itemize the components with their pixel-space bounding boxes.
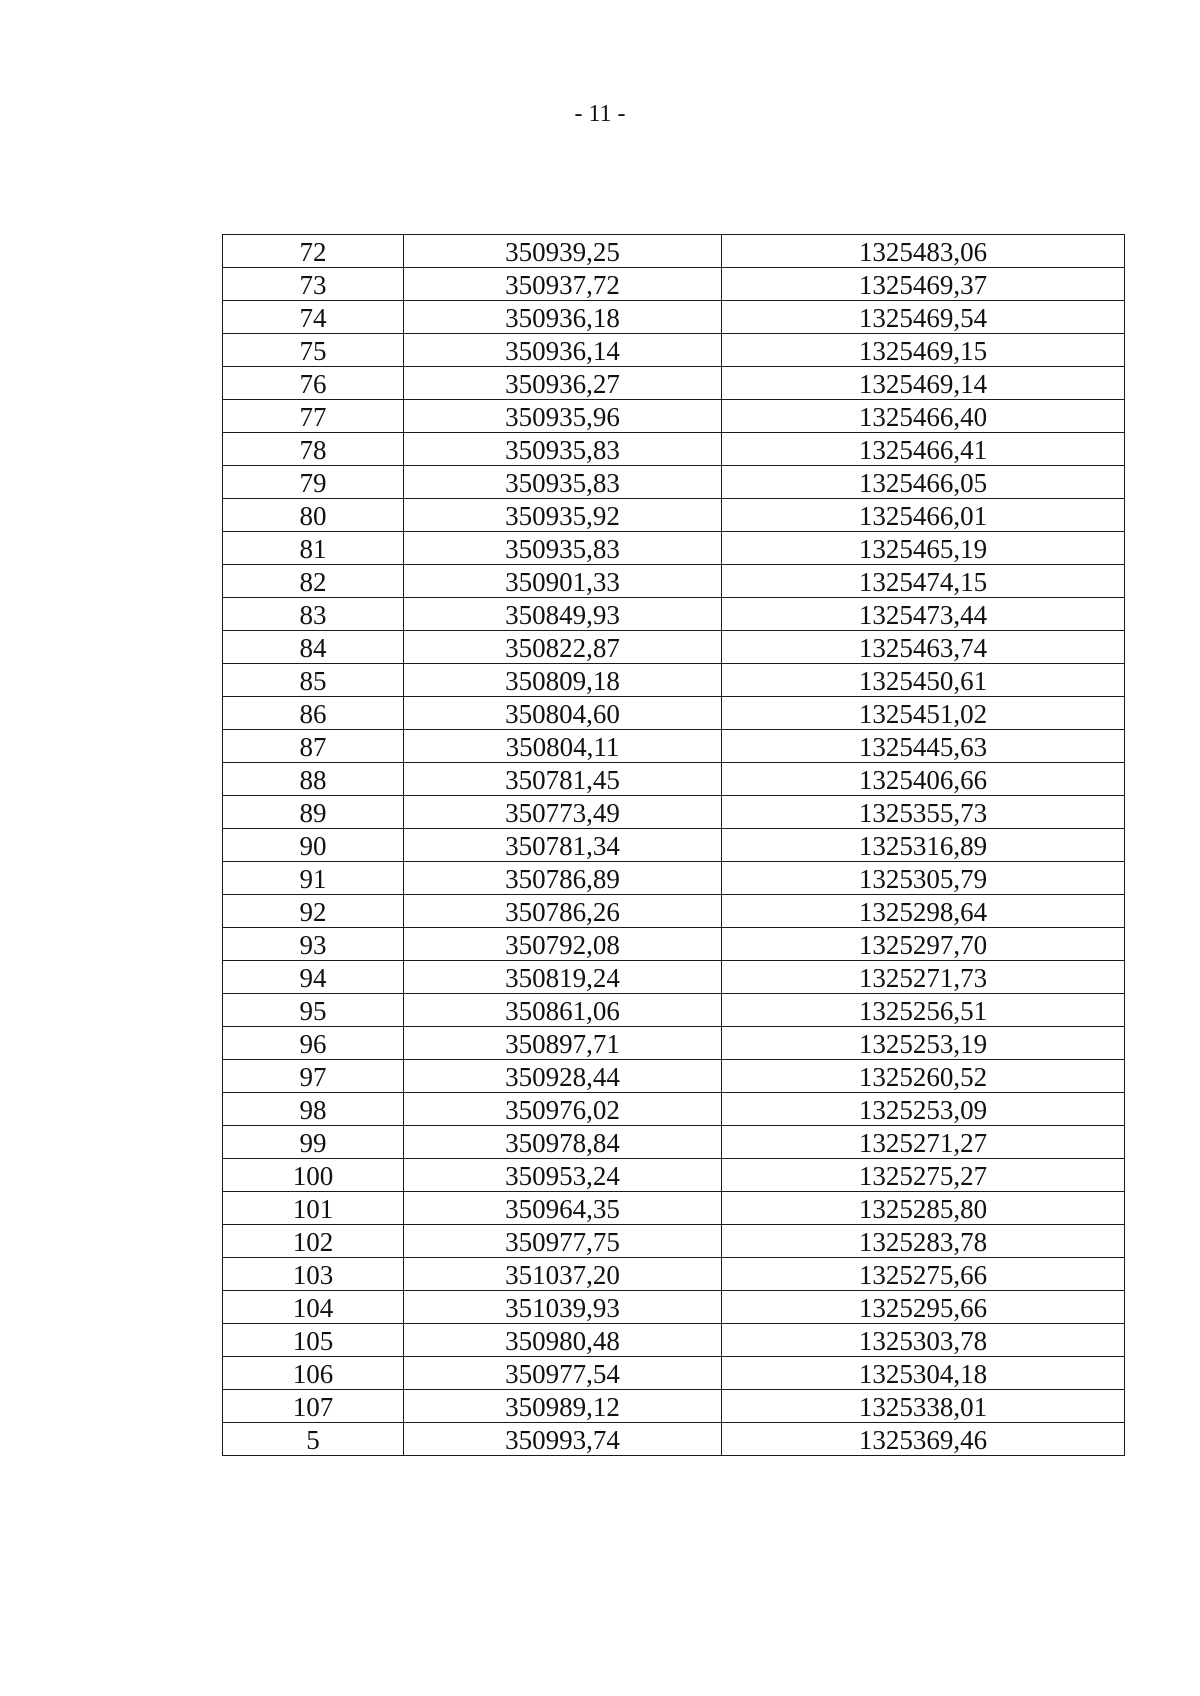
table-row: [223, 301, 1125, 334]
y-coordinate-cell: 1325469,15: [722, 334, 1125, 367]
x-coordinate-cell: 350936,27: [404, 367, 722, 400]
table-row: [223, 499, 1125, 532]
table-row: [223, 1126, 1125, 1159]
x-coordinate-cell: 350861,06: [404, 994, 722, 1027]
table-row: [223, 1060, 1125, 1093]
y-coordinate-cell: 1325483,06: [722, 235, 1125, 268]
y-coordinate-cell: 1325406,66: [722, 763, 1125, 796]
y-coordinate-cell: 1325271,27: [722, 1126, 1125, 1159]
y-coordinate-cell: 1325297,70: [722, 928, 1125, 961]
point-number-cell: 97: [223, 1060, 404, 1093]
x-coordinate-cell: 350935,83: [404, 466, 722, 499]
point-number-cell: 82: [223, 565, 404, 598]
y-coordinate-cell: 1325469,54: [722, 301, 1125, 334]
table-row: [223, 664, 1125, 697]
y-coordinate-cell: 1325271,73: [722, 961, 1125, 994]
point-number-cell: 77: [223, 400, 404, 433]
table-row: [223, 433, 1125, 466]
x-coordinate-cell: 350993,74: [404, 1423, 722, 1456]
point-number-cell: 72: [223, 235, 404, 268]
table-row: [223, 796, 1125, 829]
table-row: [223, 994, 1125, 1027]
x-coordinate-cell: 350980,48: [404, 1324, 722, 1357]
point-number-cell: 5: [223, 1423, 404, 1456]
x-coordinate-cell: 350953,24: [404, 1159, 722, 1192]
table-row: [223, 268, 1125, 301]
point-number-cell: 88: [223, 763, 404, 796]
y-coordinate-cell: 1325445,63: [722, 730, 1125, 763]
y-coordinate-cell: 1325466,01: [722, 499, 1125, 532]
x-coordinate-cell: 350849,93: [404, 598, 722, 631]
point-number-cell: 93: [223, 928, 404, 961]
point-number-cell: 85: [223, 664, 404, 697]
x-coordinate-cell: 350976,02: [404, 1093, 722, 1126]
y-coordinate-cell: 1325451,02: [722, 697, 1125, 730]
point-number-cell: 78: [223, 433, 404, 466]
x-coordinate-cell: 350978,84: [404, 1126, 722, 1159]
table-row: [223, 1291, 1125, 1324]
table-row: [223, 235, 1125, 268]
table-row: [223, 532, 1125, 565]
point-number-cell: 90: [223, 829, 404, 862]
point-number-cell: 89: [223, 796, 404, 829]
point-number-cell: 81: [223, 532, 404, 565]
table-row: [223, 730, 1125, 763]
y-coordinate-cell: 1325316,89: [722, 829, 1125, 862]
point-number-cell: 92: [223, 895, 404, 928]
point-number-cell: 87: [223, 730, 404, 763]
y-coordinate-cell: 1325275,66: [722, 1258, 1125, 1291]
x-coordinate-cell: 350786,26: [404, 895, 722, 928]
y-coordinate-cell: 1325463,74: [722, 631, 1125, 664]
y-coordinate-cell: 1325260,52: [722, 1060, 1125, 1093]
x-coordinate-cell: 350819,24: [404, 961, 722, 994]
y-coordinate-cell: 1325465,19: [722, 532, 1125, 565]
page-number: - 11 -: [574, 101, 626, 127]
point-number-cell: 91: [223, 862, 404, 895]
y-coordinate-cell: 1325338,01: [722, 1390, 1125, 1423]
table-row: [223, 1390, 1125, 1423]
x-coordinate-cell: 350928,44: [404, 1060, 722, 1093]
x-coordinate-cell: 350781,45: [404, 763, 722, 796]
y-coordinate-cell: 1325466,05: [722, 466, 1125, 499]
x-coordinate-cell: 350936,14: [404, 334, 722, 367]
point-number-cell: 106: [223, 1357, 404, 1390]
table-row: [223, 400, 1125, 433]
x-coordinate-cell: 351039,93: [404, 1291, 722, 1324]
y-coordinate-cell: 1325283,78: [722, 1225, 1125, 1258]
y-coordinate-cell: 1325473,44: [722, 598, 1125, 631]
point-number-cell: 86: [223, 697, 404, 730]
x-coordinate-cell: 350781,34: [404, 829, 722, 862]
x-coordinate-cell: 350804,60: [404, 697, 722, 730]
table-row: [223, 1192, 1125, 1225]
x-coordinate-cell: 350773,49: [404, 796, 722, 829]
table-row: [223, 1357, 1125, 1390]
y-coordinate-cell: 1325285,80: [722, 1192, 1125, 1225]
x-coordinate-cell: 350989,12: [404, 1390, 722, 1423]
table-row: [223, 631, 1125, 664]
y-coordinate-cell: 1325256,51: [722, 994, 1125, 1027]
table-row: [223, 1258, 1125, 1291]
y-coordinate-cell: 1325298,64: [722, 895, 1125, 928]
point-number-cell: 98: [223, 1093, 404, 1126]
table-row: [223, 928, 1125, 961]
point-number-cell: 79: [223, 466, 404, 499]
y-coordinate-cell: 1325469,37: [722, 268, 1125, 301]
x-coordinate-cell: 350897,71: [404, 1027, 722, 1060]
y-coordinate-cell: 1325466,40: [722, 400, 1125, 433]
point-number-cell: 75: [223, 334, 404, 367]
y-coordinate-cell: 1325474,15: [722, 565, 1125, 598]
x-coordinate-cell: 350786,89: [404, 862, 722, 895]
table-row: [223, 1225, 1125, 1258]
y-coordinate-cell: 1325355,73: [722, 796, 1125, 829]
point-number-cell: 105: [223, 1324, 404, 1357]
table-row: [223, 829, 1125, 862]
point-number-cell: 95: [223, 994, 404, 1027]
y-coordinate-cell: 1325253,09: [722, 1093, 1125, 1126]
table-row: [223, 1093, 1125, 1126]
table-row: [223, 961, 1125, 994]
x-coordinate-cell: 350822,87: [404, 631, 722, 664]
point-number-cell: 96: [223, 1027, 404, 1060]
x-coordinate-cell: 350964,35: [404, 1192, 722, 1225]
point-number-cell: 74: [223, 301, 404, 334]
table-row: [223, 367, 1125, 400]
x-coordinate-cell: 350809,18: [404, 664, 722, 697]
x-coordinate-cell: 350935,83: [404, 433, 722, 466]
x-coordinate-cell: 350792,08: [404, 928, 722, 961]
point-number-cell: 80: [223, 499, 404, 532]
table-row: [223, 697, 1125, 730]
point-number-cell: 107: [223, 1390, 404, 1423]
point-number-cell: 84: [223, 631, 404, 664]
x-coordinate-cell: 350901,33: [404, 565, 722, 598]
table-row: [223, 1423, 1125, 1456]
point-number-cell: 99: [223, 1126, 404, 1159]
x-coordinate-cell: 350935,96: [404, 400, 722, 433]
x-coordinate-cell: 350977,75: [404, 1225, 722, 1258]
y-coordinate-cell: 1325469,14: [722, 367, 1125, 400]
y-coordinate-cell: 1325275,27: [722, 1159, 1125, 1192]
table-row: [223, 763, 1125, 796]
y-coordinate-cell: 1325305,79: [722, 862, 1125, 895]
point-number-cell: 94: [223, 961, 404, 994]
y-coordinate-cell: 1325369,46: [722, 1423, 1125, 1456]
point-number-cell: 101: [223, 1192, 404, 1225]
y-coordinate-cell: 1325303,78: [722, 1324, 1125, 1357]
table-row: [223, 862, 1125, 895]
coordinates-table: [222, 234, 1125, 1456]
y-coordinate-cell: 1325295,66: [722, 1291, 1125, 1324]
table-row: [223, 895, 1125, 928]
table-row: [223, 334, 1125, 367]
table-row: [223, 466, 1125, 499]
point-number-cell: 102: [223, 1225, 404, 1258]
y-coordinate-cell: 1325450,61: [722, 664, 1125, 697]
x-coordinate-cell: 350977,54: [404, 1357, 722, 1390]
table-row: [223, 1027, 1125, 1060]
y-coordinate-cell: 1325304,18: [722, 1357, 1125, 1390]
point-number-cell: 73: [223, 268, 404, 301]
coordinates-table-body: [223, 235, 1125, 1456]
x-coordinate-cell: 350935,92: [404, 499, 722, 532]
x-coordinate-cell: 350939,25: [404, 235, 722, 268]
point-number-cell: 76: [223, 367, 404, 400]
x-coordinate-cell: 350804,11: [404, 730, 722, 763]
table-row: [223, 1324, 1125, 1357]
point-number-cell: 100: [223, 1159, 404, 1192]
table-row: [223, 565, 1125, 598]
table-row: [223, 598, 1125, 631]
x-coordinate-cell: 350937,72: [404, 268, 722, 301]
point-number-cell: 83: [223, 598, 404, 631]
x-coordinate-cell: 350935,83: [404, 532, 722, 565]
x-coordinate-cell: 350936,18: [404, 301, 722, 334]
y-coordinate-cell: 1325466,41: [722, 433, 1125, 466]
x-coordinate-cell: 351037,20: [404, 1258, 722, 1291]
point-number-cell: 104: [223, 1291, 404, 1324]
point-number-cell: 103: [223, 1258, 404, 1291]
y-coordinate-cell: 1325253,19: [722, 1027, 1125, 1060]
table-row: [223, 1159, 1125, 1192]
